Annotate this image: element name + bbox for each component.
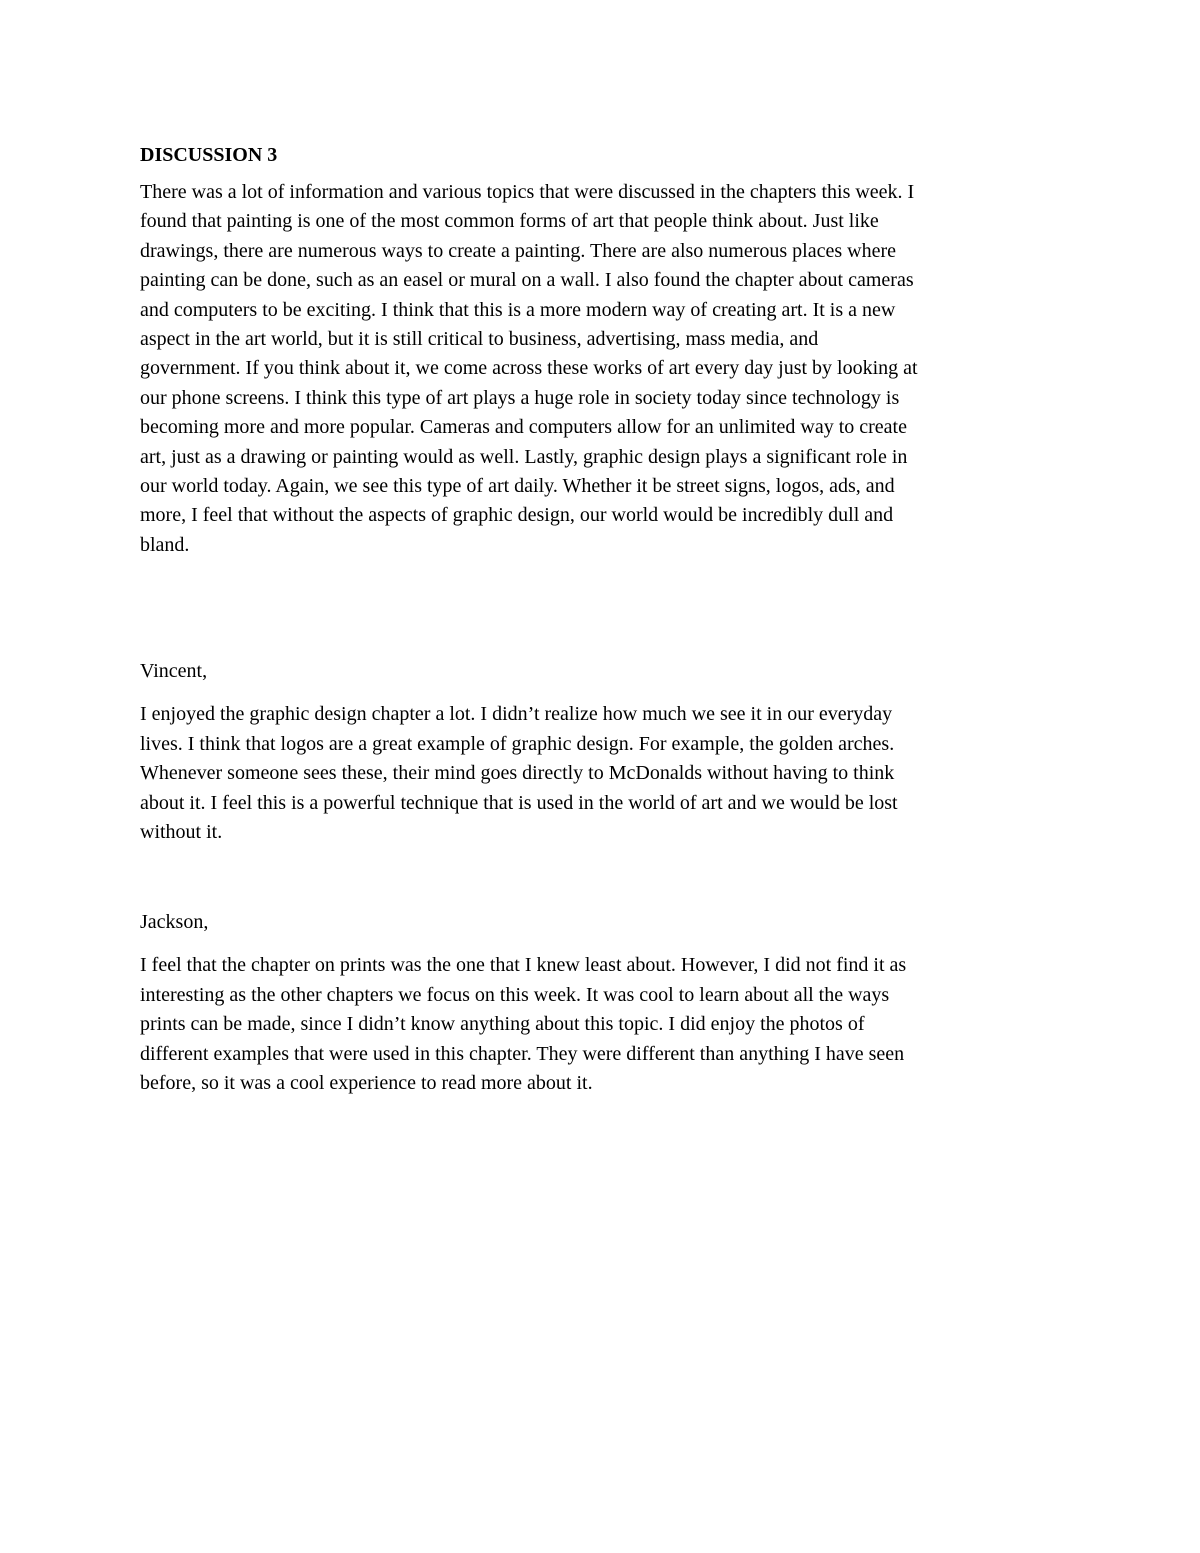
paragraph-line: lives. I think that logos are a great example of graphic design. For example, the golden arches.	[140, 732, 895, 755]
paragraph-line: more, I feel that without the aspects of graphic design, our world would be incredibly dull and	[140, 504, 894, 527]
paragraph-line: bland.	[140, 533, 190, 556]
paragraph-line: and computers to be exciting. I think that this is a more modern way of creating art. It is a new	[140, 298, 896, 321]
paragraph-line: about it. I feel this is a powerful technique that is used in the world of art and we would be lost	[140, 791, 898, 814]
paragraph-line: drawings, there are numerous ways to create a painting. There are also numerous places where	[140, 239, 896, 262]
paragraph-line: painting can be done, such as an easel or mural on a wall. I also found the chapter about cameras	[140, 269, 914, 292]
paragraph-line: our world today. Again, we see this type of art daily. Whether it be street signs, logos, ads, and	[140, 475, 895, 498]
paragraph-line: found that painting is one of the most common forms of art that people think about. Just like	[140, 210, 879, 233]
main-paragraph	[140, 178, 1065, 560]
paragraph-line: prints can be made, since I didn’t know anything about this topic. I did enjoy the photos of	[140, 1013, 865, 1036]
reply-paragraph-jackson	[140, 951, 1065, 1098]
paragraph-line: I enjoyed the graphic design chapter a lot. I didn’t realize how much we see it in our everyday	[140, 703, 893, 726]
spacer	[140, 560, 1065, 656]
paragraph-line: our phone screens. I think this type of art plays a huge role in society today since technology is	[140, 386, 900, 409]
paragraph-line: art, just as a drawing or painting would as well. Lastly, graphic design plays a significant role in	[140, 445, 908, 468]
paragraph-line: different examples that were used in this chapter. They were different than anything I have seen	[140, 1042, 905, 1065]
reply-salutation-jackson: Jackson,	[140, 911, 209, 934]
paragraph-line: before, so it was a cool experience to read more about it.	[140, 1071, 593, 1094]
document-title: DISCUSSION 3	[140, 144, 278, 166]
reply-salutation-vincent: Vincent,	[140, 660, 208, 683]
paragraph-line: interesting as the other chapters we focus on this week. It was cool to learn about all the ways	[140, 983, 890, 1006]
paragraph-line: I feel that the chapter on prints was the one that I knew least about. However, I did not find it as	[140, 954, 907, 977]
paragraph-line: government. If you think about it, we come across these works of art every day just by looking at	[140, 357, 918, 380]
paragraph-line: Whenever someone sees these, their mind goes directly to McDonalds without having to think	[140, 762, 895, 785]
paragraph-line: becoming more and more popular. Cameras and computers allow for an unlimited way to create	[140, 416, 907, 439]
paragraph-line: aspect in the art world, but it is still critical to business, advertising, mass media, and	[140, 328, 819, 351]
paragraph-line: without it.	[140, 820, 223, 843]
reply-paragraph-vincent	[140, 700, 1065, 847]
document-page	[140, 140, 1065, 1098]
spacer	[140, 847, 1065, 907]
paragraph-line: There was a lot of information and various topics that were discussed in the chapters this week. I	[140, 181, 915, 203]
